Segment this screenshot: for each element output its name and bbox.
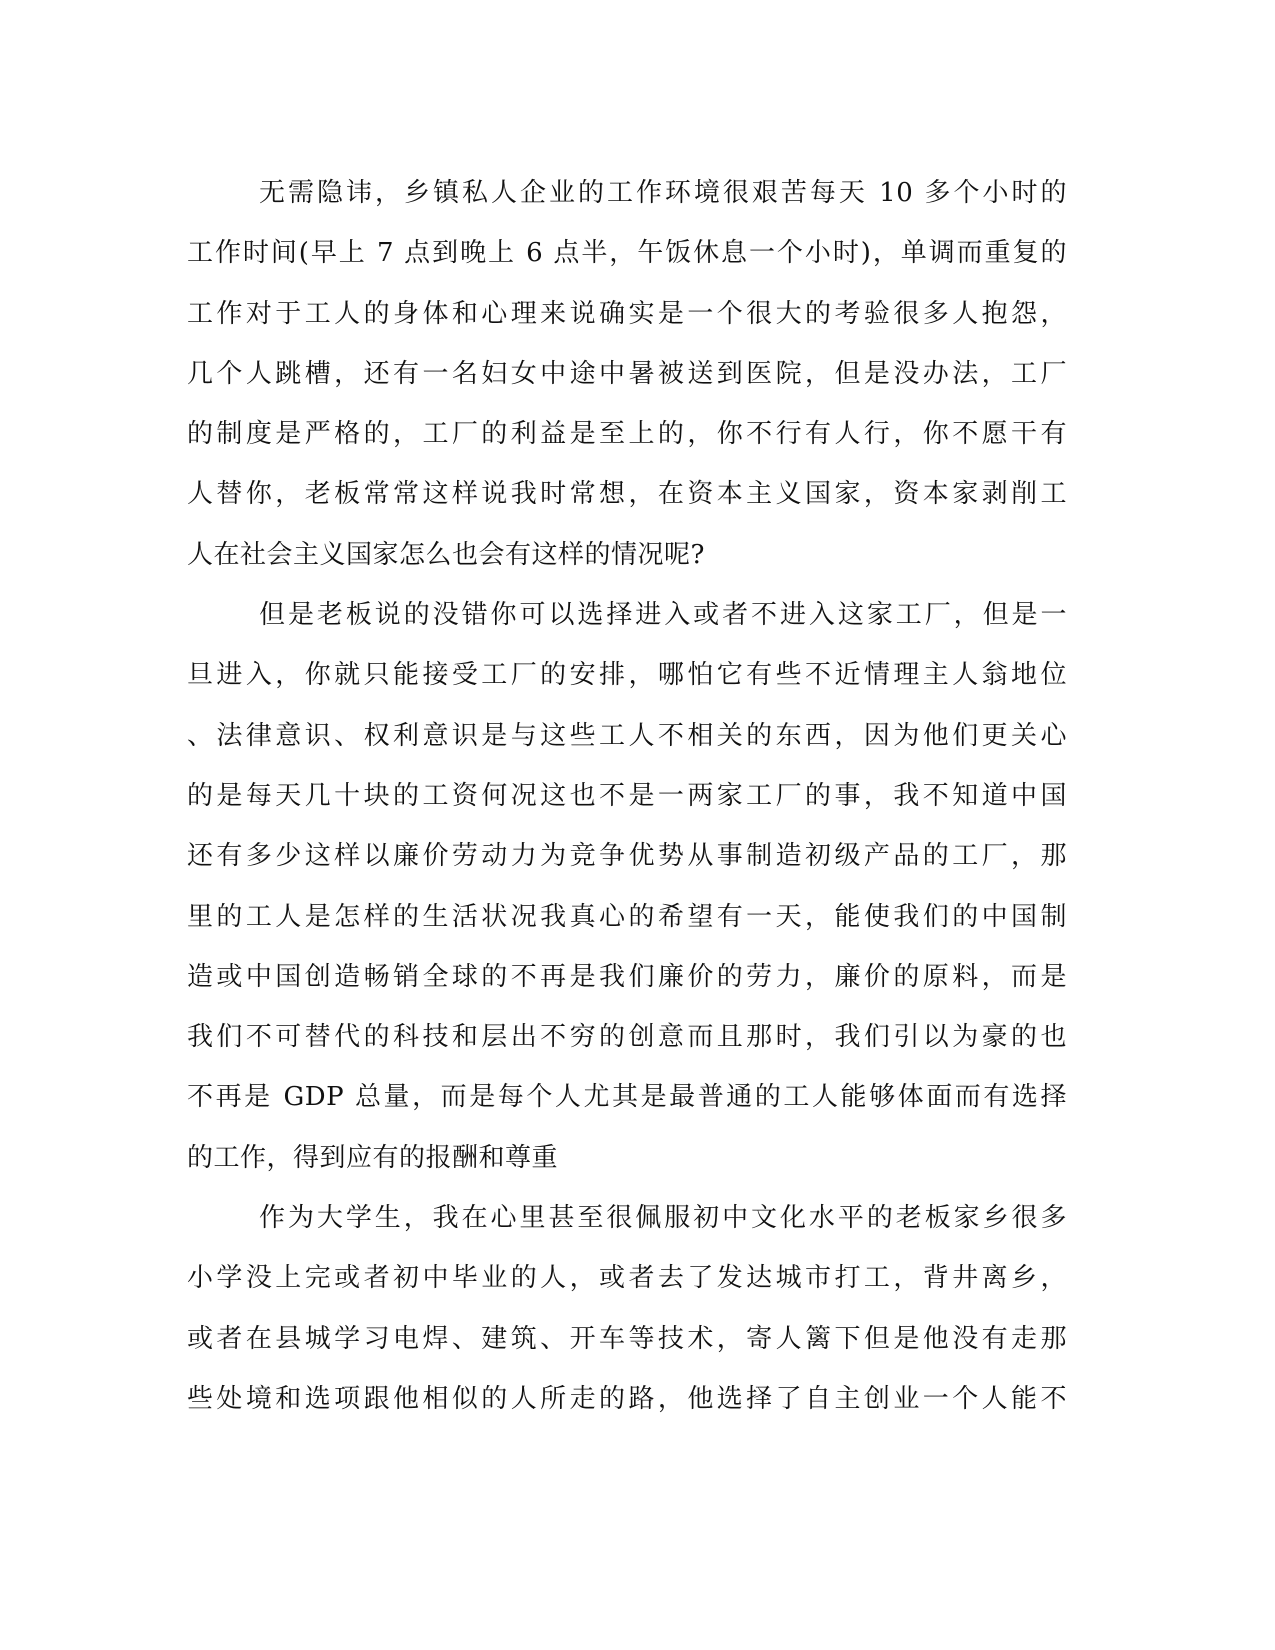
text-line: 人在社会主义国家怎么也会有这样的情况呢? <box>187 539 705 570</box>
text-line: 但是老板说的没错你可以选择进入或者不进入这家工厂，但是一 <box>259 600 1067 631</box>
text-line: 造或中国创造畅销全球的不再是我们廉价的劳力，廉价的原料，而是 <box>187 961 1067 992</box>
text-line: 里的工人是怎样的生活状况我真心的希望有一天，能使我们的中国制 <box>187 901 1067 932</box>
text-line: 作为大学生，我在心里甚至很佩服初中文化水平的老板家乡很多 <box>259 1203 1067 1234</box>
text-line: 无需隐讳，乡镇私人企业的工作环境很艰苦每天 10 多个小时的 <box>259 178 1067 208</box>
text-line: 不再是 GDP 总量，而是每个人尤其是最普通的工人能够体面而有选择 <box>187 1082 1067 1113</box>
text-line: 、法律意识、权利意识是与这些工人不相关的东西，因为他们更关心 <box>187 720 1067 751</box>
text-line: 工作对于工人的身体和心理来说确实是一个很大的考验很多人抱怨， <box>187 298 1067 329</box>
text-line: 旦进入，你就只能接受工厂的安排，哪怕它有些不近情理主人翁地位 <box>187 660 1067 691</box>
text-line: 的制度是严格的，工厂的利益是至上的，你不行有人行，你不愿干有 <box>187 419 1067 450</box>
text-line: 小学没上完或者初中毕业的人，或者去了发达城市打工，背井离乡， <box>187 1263 1067 1294</box>
text-line: 的是每天几十块的工资何况这也不是一两家工厂的事，我不知道中国 <box>187 780 1067 811</box>
text-line: 的工作，得到应有的报酬和尊重 <box>187 1142 559 1173</box>
text-line: 还有多少这样以廉价劳动力为竞争优势从事制造初级产品的工厂，那 <box>187 841 1067 872</box>
text-line: 几个人跳槽，还有一名妇女中途中暑被送到医院，但是没办法，工厂 <box>187 358 1067 389</box>
text-line: 或者在县城学习电焊、建筑、开车等技术，寄人篱下但是他没有走那 <box>187 1323 1067 1354</box>
text-line: 我们不可替代的科技和层出不穷的创意而且那时，我们引以为豪的也 <box>187 1022 1067 1053</box>
text-line: 人替你，老板常常这样说我时常想，在资本主义国家，资本家剥削工 <box>187 479 1067 510</box>
text-line: 工作时间(早上 7 点到晚上 6 点半，午饭休息一个小时)，单调而重复的 <box>187 238 1067 269</box>
text-line: 些处境和选项跟他相似的人所走的路，他选择了自主创业一个人能不 <box>187 1383 1067 1414</box>
body-text <box>187 163 1067 1429</box>
